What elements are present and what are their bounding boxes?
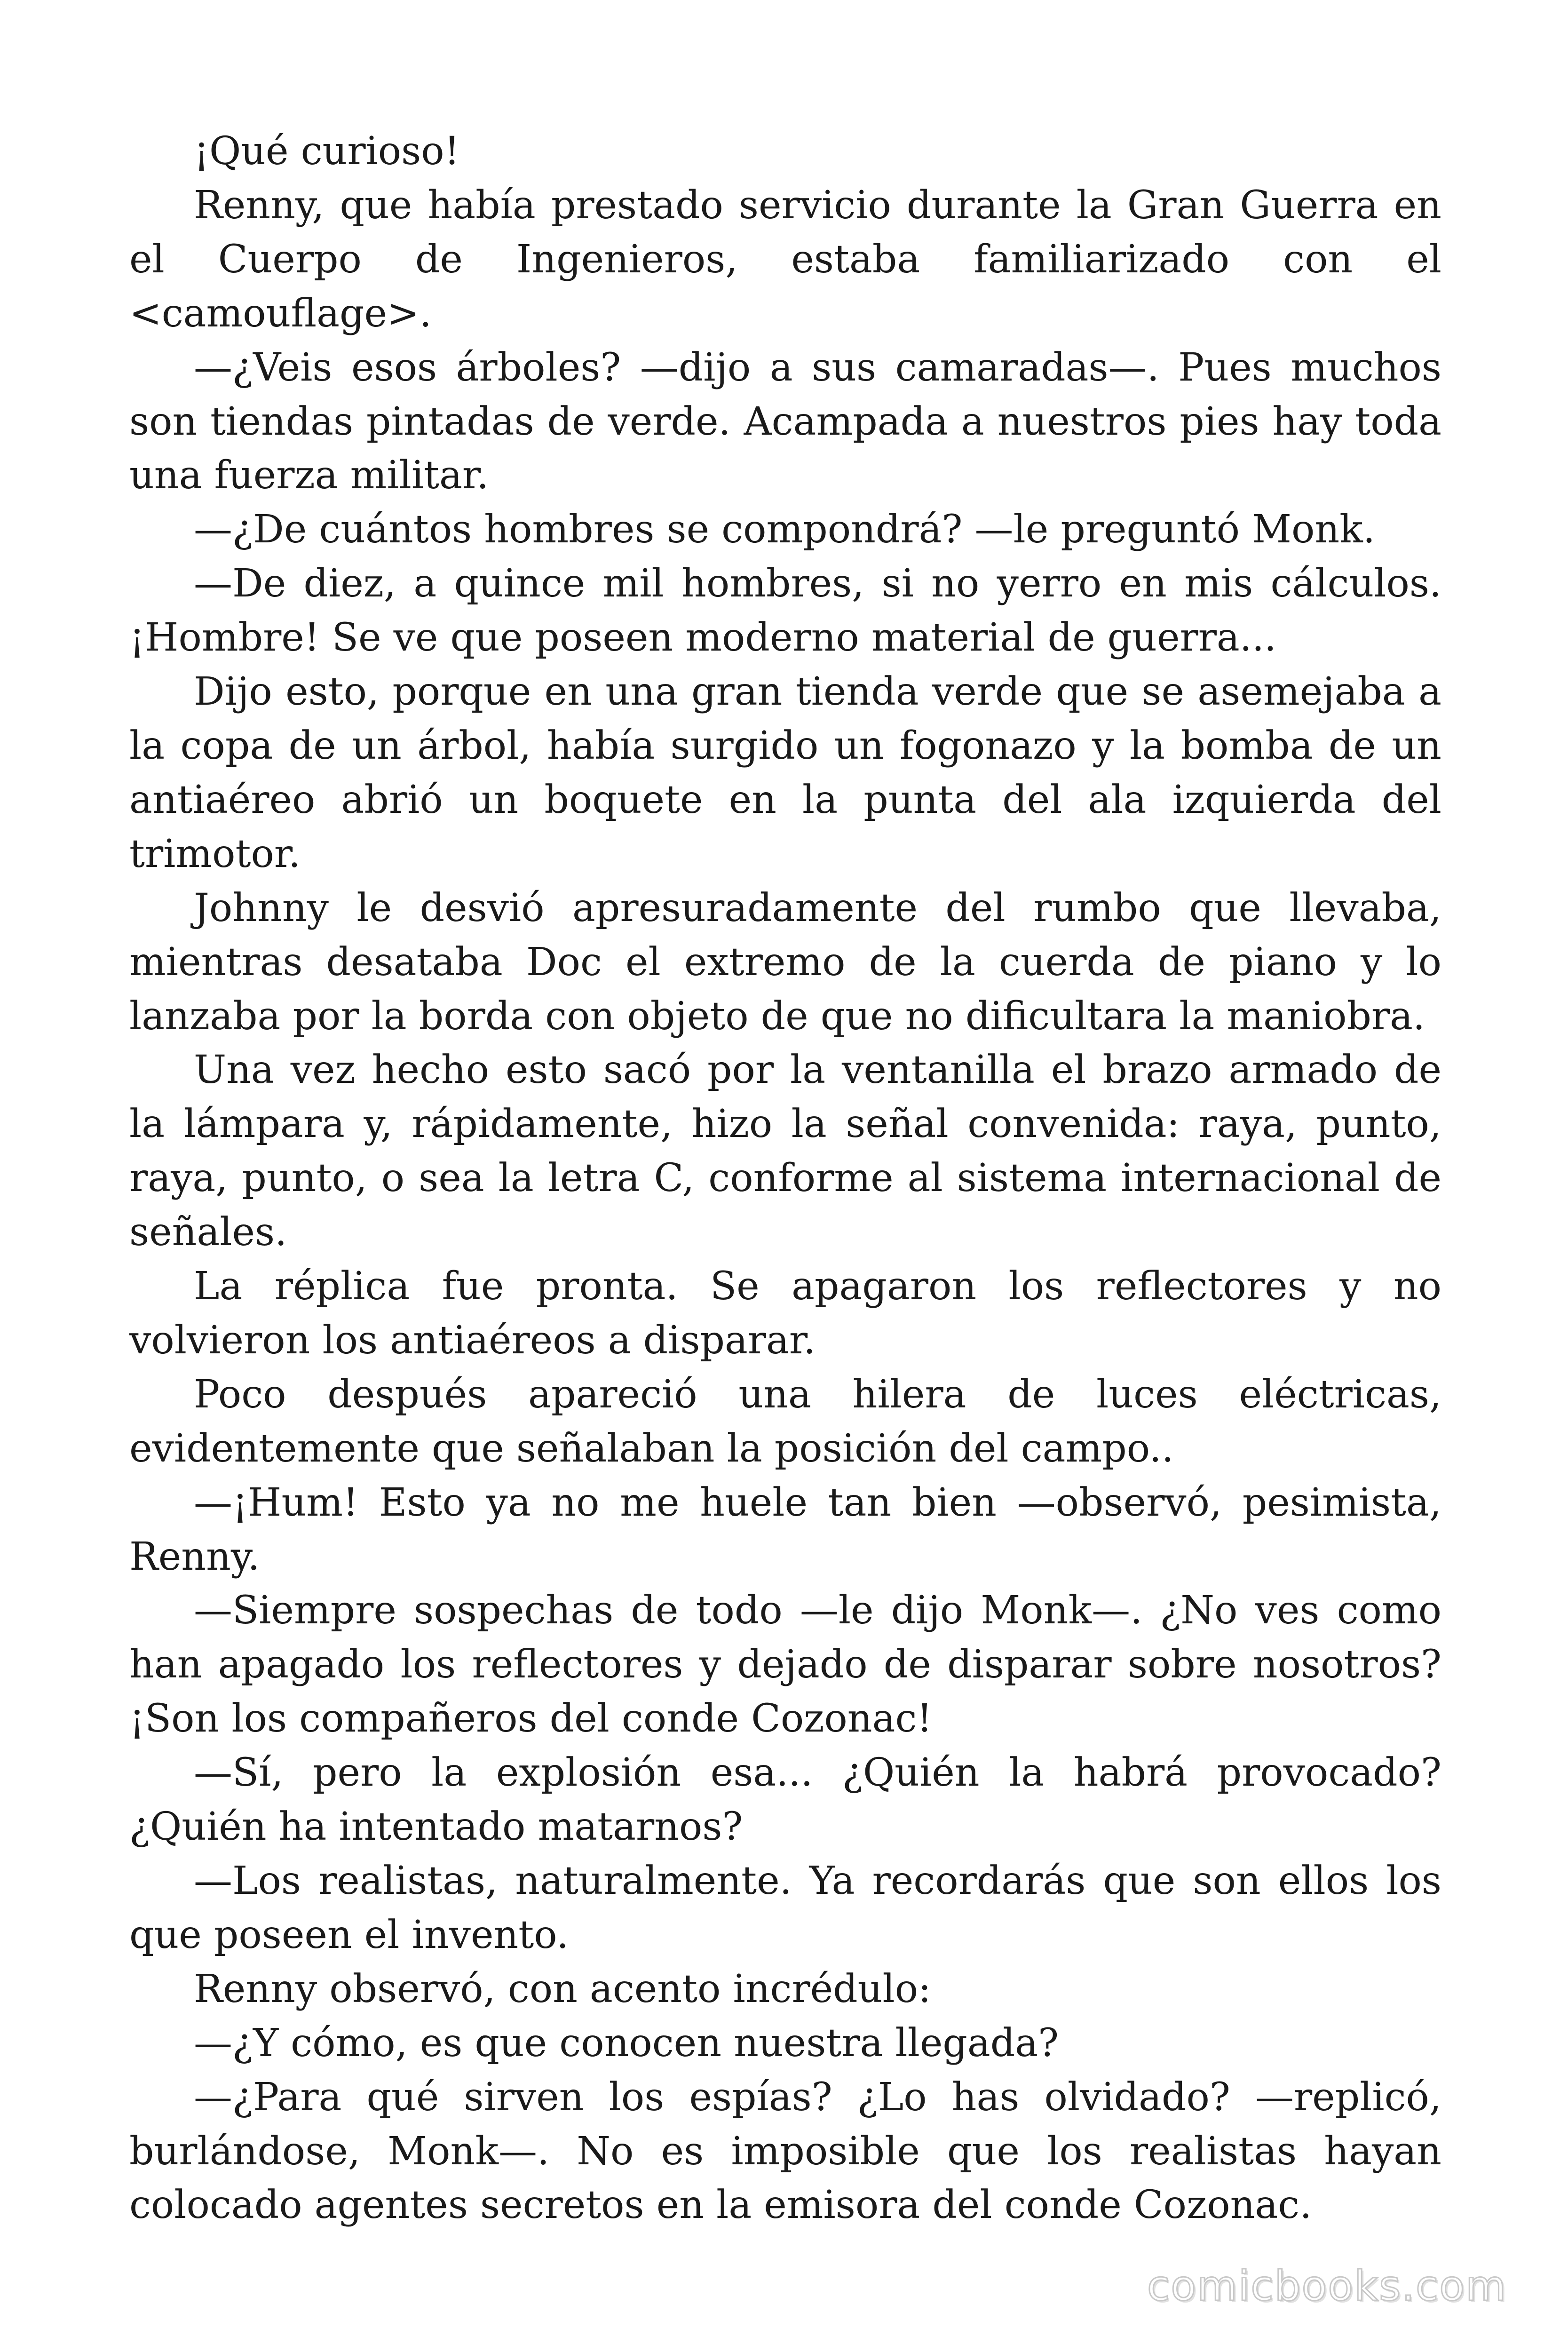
paragraph: Una vez hecho esto sacó por la ventanilla el brazo armado de la lámpara y, rápidamente, hizo la señal convenida: raya, punto, raya, punto, o sea la letra C, conforme al sistema internacional de señales. xyxy=(129,1048,1441,1255)
paragraph: —Sí, pero la explosión esa... ¿Quién la habrá provocado? ¿Quién ha intentado matarnos? xyxy=(129,1750,1441,1850)
paragraph: —De diez, a quince mil hombres, si no yerro en mis cálculos. ¡Hombre! Se ve que poseen moderno material de guerra... xyxy=(129,561,1441,660)
paragraph: —¿Y cómo, es que conocen nuestra llegada? xyxy=(194,2020,1059,2066)
paragraph: Poco después apareció una hilera de luces eléctricas, evidentemente que señalaban la posición del campo.. xyxy=(129,1372,1441,1471)
paragraph: —¿De cuántos hombres se compondrá? —le preguntó Monk. xyxy=(194,507,1375,552)
paragraph: —¿Veis esos árboles? —dijo a sus camaradas—. Pues muchos son tiendas pintadas de verde. Acampada a nuestros pies hay toda una fuerza militar. xyxy=(129,345,1441,498)
paragraph: Johnny le desvió apresuradamente del rumbo que llevaba, mientras desataba Doc el extremo de la cuerda de piano y lo lanzaba por la borda con objeto de que no dificultara la maniobra. xyxy=(129,885,1441,1039)
paragraph: —Siempre sospechas de todo —le dijo Monk—. ¿No ves como han apagado los reflectores y dejado de disparar sobre nosotros? ¡Son los compañeros del conde Cozonac! xyxy=(129,1588,1441,1741)
paragraph: Renny, que había prestado servicio durante la Gran Guerra en el Cuerpo de Ingenieros, estaba familiarizado con el <camouflage>. xyxy=(129,183,1441,336)
paragraph: Dijo esto, porque en una gran tienda verde que se asemejaba a la copa de un árbol, había surgido un fogonazo y la bomba de un antiaéreo abrió un boquete en la punta del ala izquierda del trimotor. xyxy=(129,669,1441,876)
paragraph: Renny observó, con acento incrédulo: xyxy=(194,1966,931,2011)
watermark: comicbooks.com xyxy=(1147,2262,1507,2310)
paragraph: ¡Qué curioso! xyxy=(194,129,460,174)
paragraph: —Los realistas, naturalmente. Ya recordarás que son ellos los que poseen el invento. xyxy=(129,1859,1441,1957)
paragraph: —¿Para qué sirven los espías? ¿Lo has olvidado? —replicó, burlándose, Monk—. No es imposible que los realistas hayan colocado agentes secretos en la emisora del conde Cozonac. xyxy=(129,2074,1441,2228)
body-text xyxy=(129,125,1441,2233)
paragraph: La réplica fue pronta. Se apagaron los reflectores y no volvieron los antiaéreos a disparar. xyxy=(129,1264,1441,1363)
paragraph: —¡Hum! Esto ya no me huele tan bien —observó, pesimista, Renny. xyxy=(129,1480,1441,1579)
